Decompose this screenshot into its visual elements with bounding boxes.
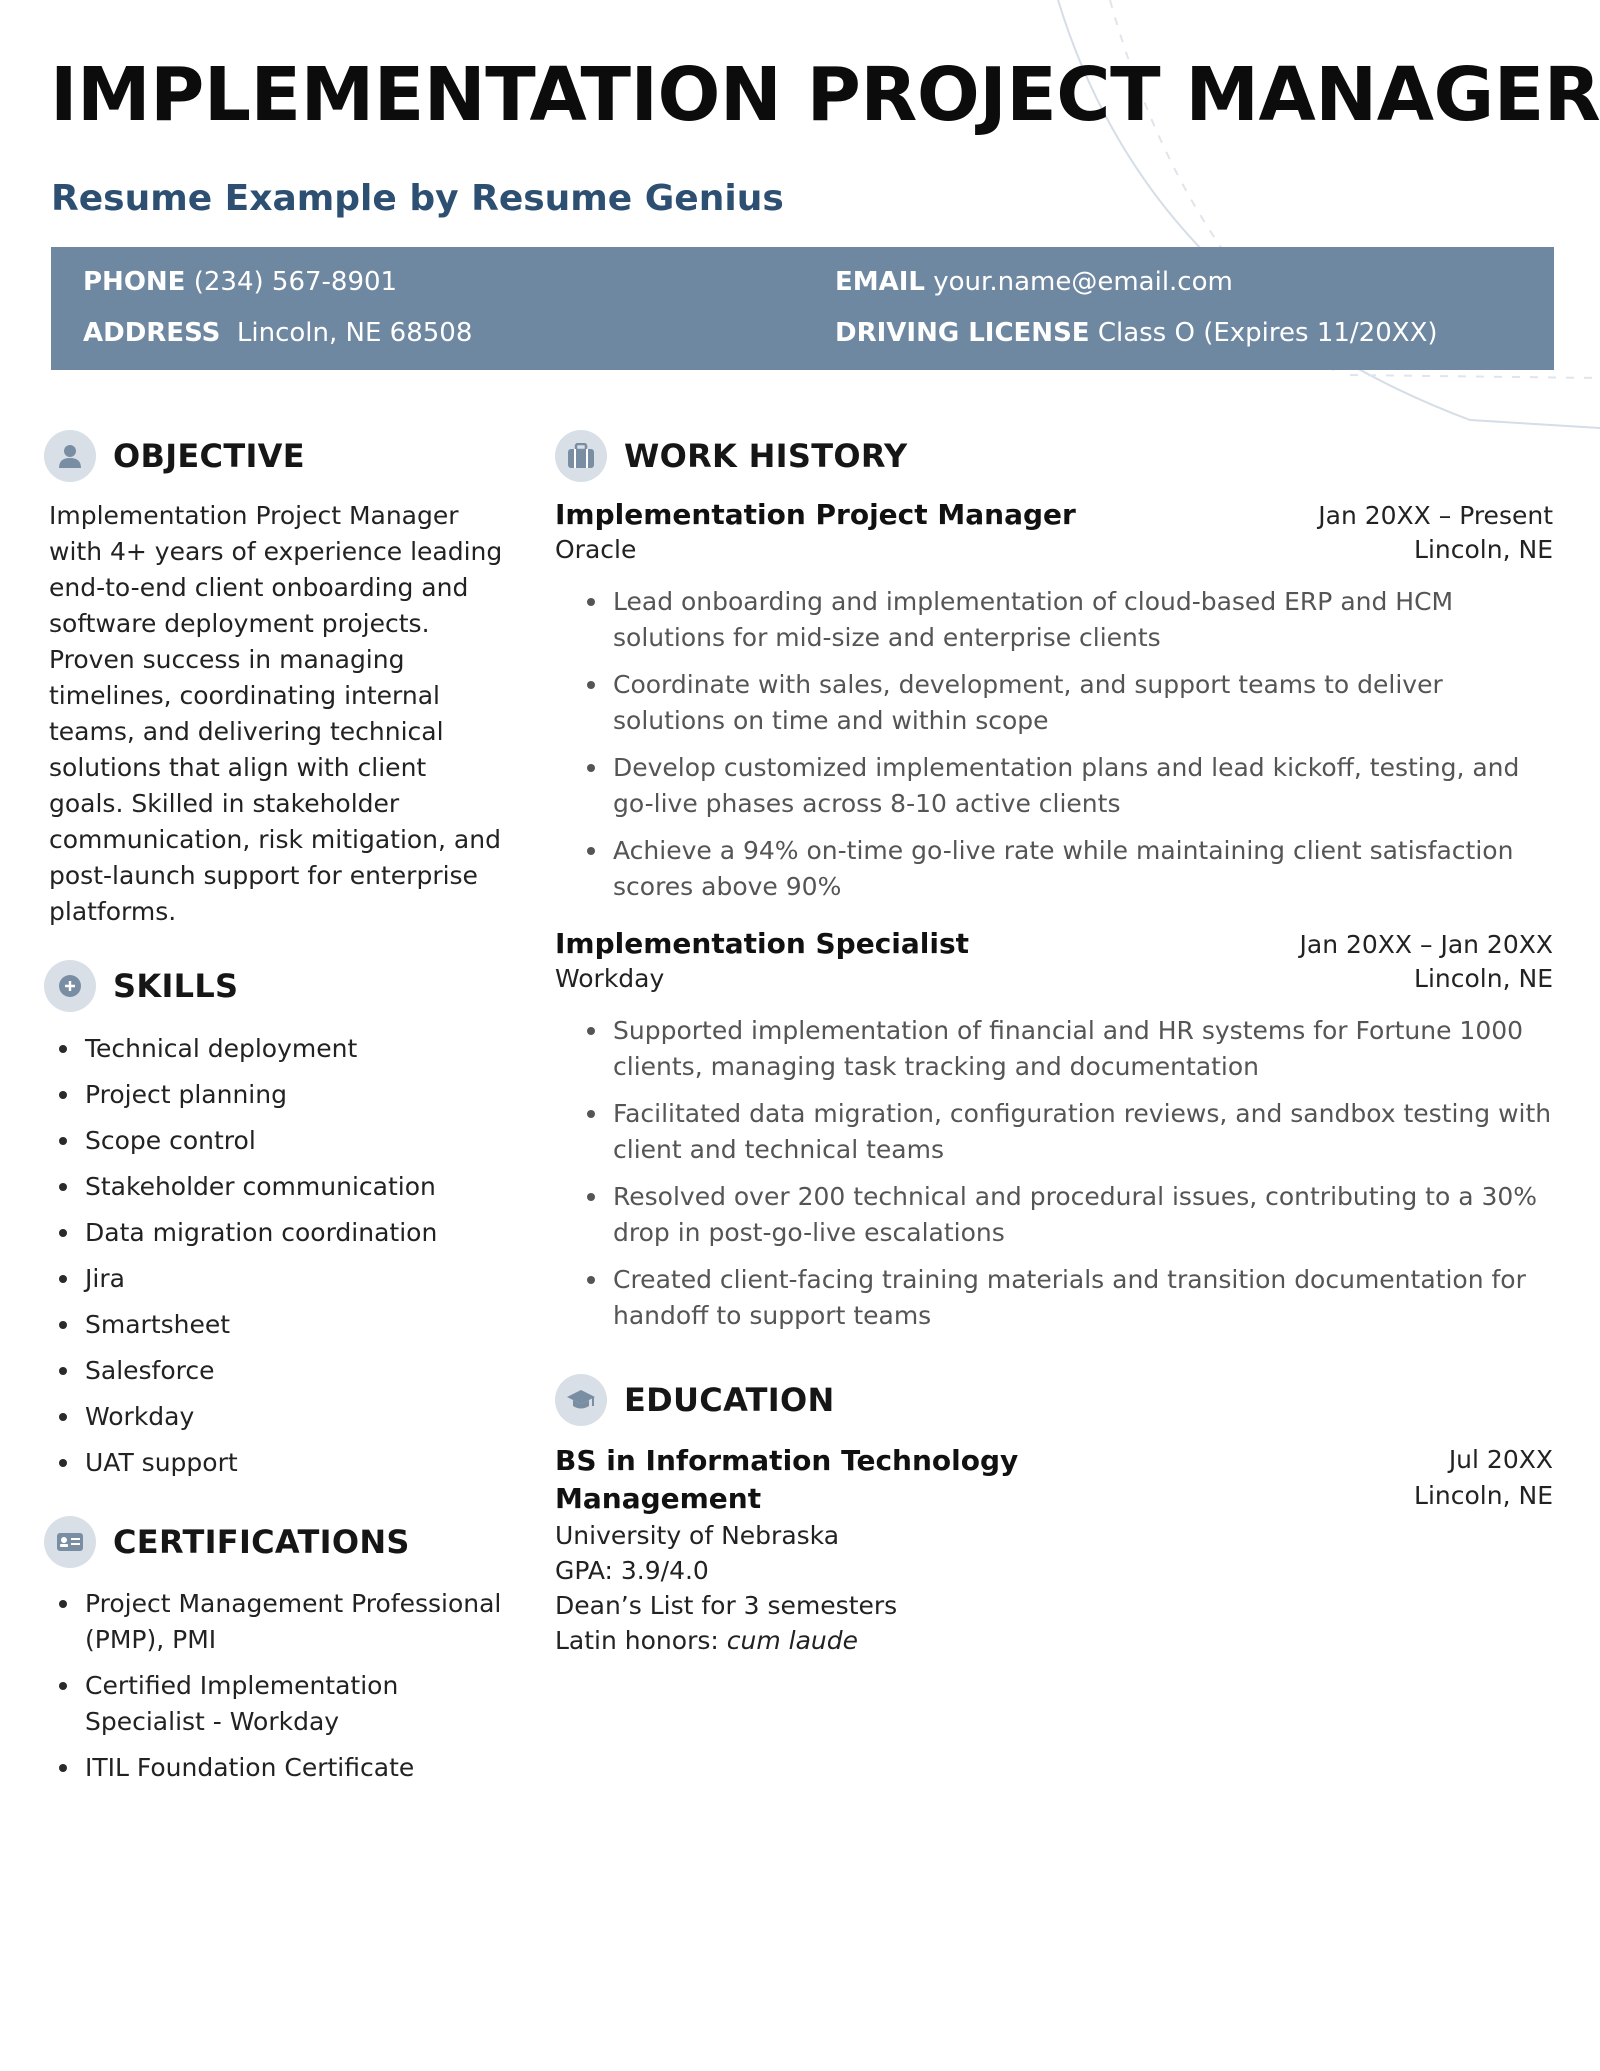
job-header (555, 927, 1553, 960)
job-bullet: Coordinate with sales, development, and support teams to deliver solutions on time and within scope (613, 667, 1553, 739)
skill-item: Smartsheet (85, 1302, 504, 1348)
skills-heading (44, 956, 504, 1016)
skill-item: Data migration coordination (85, 1210, 504, 1256)
skill-item: Salesforce (85, 1348, 504, 1394)
contact-license (835, 318, 1438, 348)
education-date: Jul 20XX (1448, 1445, 1553, 1474)
objective-section (44, 426, 504, 930)
job-title: Implementation Project Manager (555, 498, 1076, 531)
job-company: Workday (555, 964, 665, 993)
job-entry (555, 498, 1553, 905)
job-bullet: Supported implementation of financial and HR systems for Fortune 1000 clients, managing task tracking and documentation (613, 1013, 1553, 1085)
license-label: DRIVING LICENSE (835, 318, 1090, 348)
honors-value: cum laude (726, 1626, 858, 1655)
education-title: EDUCATION (624, 1381, 835, 1419)
job-bullet: Lead onboarding and implementation of cloud-based ERP and HCM solutions for mid-size and enterprise clients (613, 584, 1553, 656)
objective-heading (44, 426, 504, 486)
job-location: Lincoln, NE (1414, 964, 1553, 993)
education-details (555, 1442, 1035, 1658)
education-degree: BS in Information Technology Management (555, 1444, 1019, 1515)
job-subheader (555, 535, 1553, 564)
plus-icon (44, 960, 96, 1012)
job-bullet: Facilitated data migration, configuration reviews, and sandbox testing with client and technical teams (613, 1096, 1553, 1168)
phone-label: PHONE (83, 267, 186, 297)
job-bullets (555, 1013, 1553, 1334)
certifications-list (44, 1586, 504, 1786)
skill-item: Technical deployment (85, 1026, 504, 1072)
right-column (555, 426, 1553, 1658)
honors-label: Latin honors: (555, 1626, 719, 1655)
certifications-section (44, 1512, 504, 1786)
job-dates: Jan 20XX – Present (1318, 501, 1553, 530)
skill-item: Workday (85, 1394, 504, 1440)
contact-email (835, 267, 1233, 297)
license-value: Class O (Expires 11/20XX) (1097, 318, 1438, 348)
skill-item: UAT support (85, 1440, 504, 1486)
education-entry (555, 1442, 1553, 1658)
job-subheader (555, 964, 1553, 993)
briefcase-icon (555, 430, 607, 482)
skill-item: Jira (85, 1256, 504, 1302)
objective-text: Implementation Project Manager with 4+ years of experience leading end-to-end client onboarding and software deployment projects. Proven success in managing timelines, coordinating internal teams, and delivering technical solutions that align with client goals. Skilled in stakeholder communication, risk mitigation, and post-launch support for enterprise platforms. (49, 501, 503, 926)
job-location: Lincoln, NE (1414, 535, 1553, 564)
contact-phone (83, 267, 397, 297)
work-history-title: WORK HISTORY (624, 437, 908, 475)
job-bullet: Achieve a 94% on-time go-live rate while maintaining client satisfaction scores above 90% (613, 833, 1553, 905)
job-bullets (555, 584, 1553, 905)
skills-title: SKILLS (113, 967, 239, 1005)
education-honors (555, 1623, 1035, 1658)
work-history-heading (555, 426, 1553, 486)
id-card-icon (44, 1516, 96, 1568)
phone-value: (234) 567-8901 (193, 267, 398, 297)
certification-item: ITIL Foundation Certificate (85, 1750, 504, 1786)
skill-item: Project planning (85, 1072, 504, 1118)
email-label: EMAIL (835, 267, 925, 297)
resume-subtitle: Resume Example by Resume Genius (51, 178, 784, 219)
education-section (555, 1370, 1553, 1658)
job-dates: Jan 20XX – Jan 20XX (1299, 930, 1553, 959)
contact-bar (51, 247, 1554, 370)
job-bullet: Resolved over 200 technical and procedural issues, contributing to a 30% drop in post-go-live escalations (613, 1179, 1553, 1251)
address-label: ADDRESS (83, 318, 221, 348)
skills-section (44, 956, 504, 1486)
resume-title: IMPLEMENTATION PROJECT MANAGER (50, 52, 1600, 138)
education-deans-list: Dean’s List for 3 semesters (555, 1591, 898, 1620)
person-icon (44, 430, 96, 482)
job-entry (555, 927, 1553, 1334)
education-school: University of Nebraska (555, 1521, 840, 1550)
job-company: Oracle (555, 535, 637, 564)
work-history-section (555, 426, 1553, 1334)
job-bullet: Created client-facing training materials and transition documentation for handoff to support teams (613, 1262, 1553, 1334)
email-value: your.name@email.com (933, 267, 1233, 297)
education-heading (555, 1370, 1553, 1430)
job-bullet: Develop customized implementation plans and lead kickoff, testing, and go-live phases across 8-10 active clients (613, 750, 1553, 822)
objective-title: OBJECTIVE (113, 437, 305, 475)
job-header (555, 498, 1553, 531)
certifications-heading (44, 1512, 504, 1572)
certifications-title: CERTIFICATIONS (113, 1523, 410, 1561)
address-value: Lincoln, NE 68508 (236, 318, 473, 348)
left-column (44, 426, 504, 1796)
certification-item: Project Management Professional (PMP), PMI (85, 1586, 504, 1658)
job-title: Implementation Specialist (555, 927, 970, 960)
certification-item: Certified Implementation Specialist - Workday (85, 1668, 504, 1740)
skill-item: Scope control (85, 1118, 504, 1164)
education-meta (1414, 1442, 1553, 1658)
graduation-cap-icon (555, 1374, 607, 1426)
contact-address (83, 318, 472, 348)
skills-list (44, 1026, 504, 1486)
skill-item: Stakeholder communication (85, 1164, 504, 1210)
education-gpa: GPA: 3.9/4.0 (555, 1556, 709, 1585)
education-location: Lincoln, NE (1414, 1481, 1553, 1510)
